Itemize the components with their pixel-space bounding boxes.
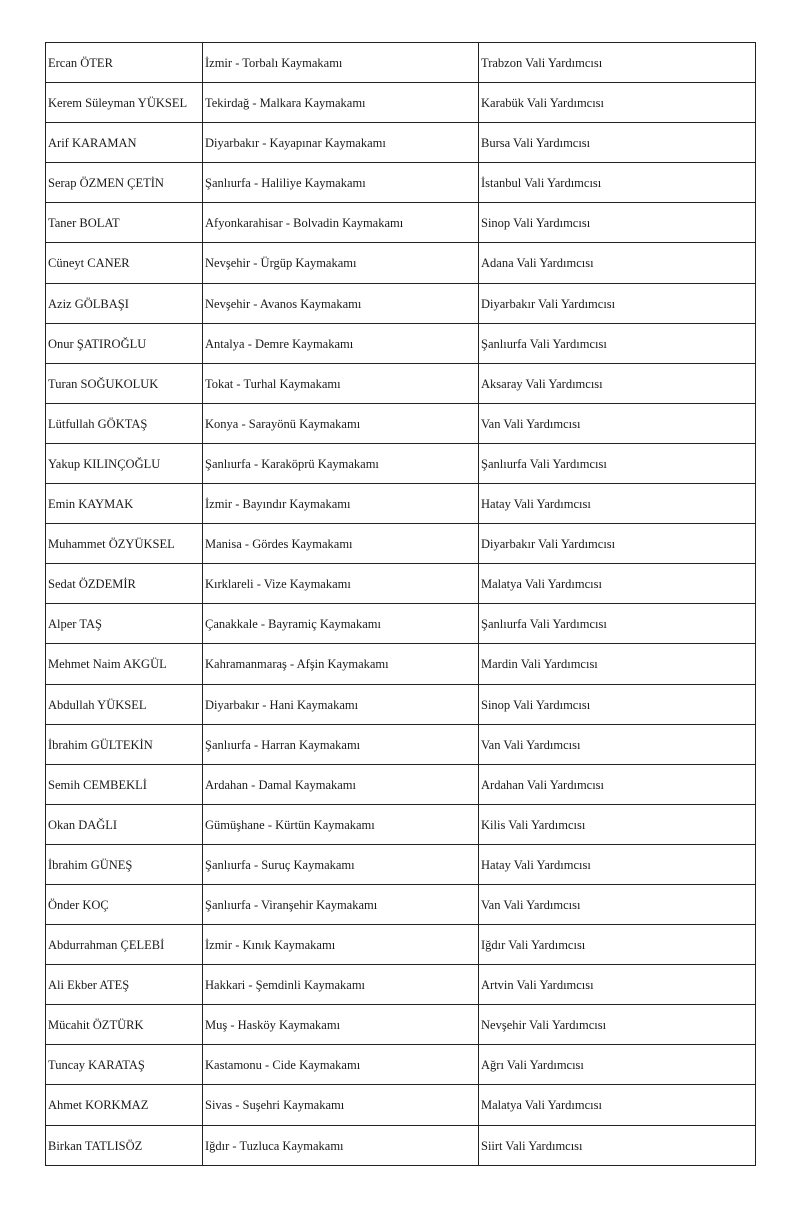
current-post-cell: Antalya - Demre Kaymakamı (203, 324, 479, 363)
name-cell: Yakup KILINÇOĞLU (46, 444, 203, 483)
name-cell: Abdullah YÜKSEL (46, 685, 203, 724)
new-post-cell: Van Vali Yardımcısı (479, 885, 756, 924)
table-row (46, 1045, 756, 1085)
table-row (46, 1126, 756, 1166)
name-cell: Abdurrahman ÇELEBİ (46, 925, 203, 964)
table-row (46, 444, 756, 484)
name-cell: Önder KOÇ (46, 885, 203, 924)
current-post-cell: Şanlıurfa - Viranşehir Kaymakamı (203, 885, 479, 924)
name-cell: Mücahit ÖZTÜRK (46, 1005, 203, 1044)
name-cell: Cüneyt CANER (46, 243, 203, 282)
new-post-cell: Van Vali Yardımcısı (479, 725, 756, 764)
table-row (46, 725, 756, 765)
table-row (46, 243, 756, 283)
new-post-cell: Şanlıurfa Vali Yardımcısı (479, 444, 756, 483)
new-post-cell: Diyarbakır Vali Yardımcısı (479, 524, 756, 563)
name-cell: İbrahim GÜLTEKİN (46, 725, 203, 764)
table-row (46, 885, 756, 925)
new-post-cell: Iğdır Vali Yardımcısı (479, 925, 756, 964)
current-post-cell: İzmir - Bayındır Kaymakamı (203, 484, 479, 523)
current-post-cell: Ardahan - Damal Kaymakamı (203, 765, 479, 804)
table-row (46, 284, 756, 324)
name-cell: Onur ŞATIROĞLU (46, 324, 203, 363)
name-cell: Birkan TATLISÖZ (46, 1126, 203, 1165)
new-post-cell: Diyarbakır Vali Yardımcısı (479, 284, 756, 323)
current-post-cell: Şanlıurfa - Karaköprü Kaymakamı (203, 444, 479, 483)
current-post-cell: Hakkari - Şemdinli Kaymakamı (203, 965, 479, 1004)
current-post-cell: Sivas - Suşehri Kaymakamı (203, 1085, 479, 1124)
current-post-cell: Şanlıurfa - Haliliye Kaymakamı (203, 163, 479, 202)
name-cell: Okan DAĞLI (46, 805, 203, 844)
name-cell: Alper TAŞ (46, 604, 203, 643)
table-row (46, 1005, 756, 1045)
current-post-cell: Nevşehir - Ürgüp Kaymakamı (203, 243, 479, 282)
name-cell: Taner BOLAT (46, 203, 203, 242)
new-post-cell: Bursa Vali Yardımcısı (479, 123, 756, 162)
current-post-cell: Şanlıurfa - Suruç Kaymakamı (203, 845, 479, 884)
name-cell: Ahmet KORKMAZ (46, 1085, 203, 1124)
current-post-cell: Konya - Sarayönü Kaymakamı (203, 404, 479, 443)
table-row (46, 163, 756, 203)
current-post-cell: İzmir - Kınık Kaymakamı (203, 925, 479, 964)
new-post-cell: Trabzon Vali Yardımcısı (479, 43, 756, 82)
table-row (46, 685, 756, 725)
name-cell: İbrahim GÜNEŞ (46, 845, 203, 884)
new-post-cell: Şanlıurfa Vali Yardımcısı (479, 604, 756, 643)
table-row (46, 965, 756, 1005)
new-post-cell: Malatya Vali Yardımcısı (479, 564, 756, 603)
appointments-table (45, 42, 756, 1166)
name-cell: Aziz GÖLBAŞI (46, 284, 203, 323)
current-post-cell: Şanlıurfa - Harran Kaymakamı (203, 725, 479, 764)
new-post-cell: Malatya Vali Yardımcısı (479, 1085, 756, 1124)
table-row (46, 324, 756, 364)
name-cell: Tuncay KARATAŞ (46, 1045, 203, 1084)
table-row (46, 43, 756, 83)
table-row (46, 1085, 756, 1125)
table-row (46, 604, 756, 644)
current-post-cell: Çanakkale - Bayramiç Kaymakamı (203, 604, 479, 643)
new-post-cell: Hatay Vali Yardımcısı (479, 484, 756, 523)
name-cell: Muhammet ÖZYÜKSEL (46, 524, 203, 563)
current-post-cell: Tekirdağ - Malkara Kaymakamı (203, 83, 479, 122)
current-post-cell: Kastamonu - Cide Kaymakamı (203, 1045, 479, 1084)
table-row (46, 925, 756, 965)
current-post-cell: Nevşehir - Avanos Kaymakamı (203, 284, 479, 323)
name-cell: Sedat ÖZDEMİR (46, 564, 203, 603)
current-post-cell: Kahramanmaraş - Afşin Kaymakamı (203, 644, 479, 683)
new-post-cell: Nevşehir Vali Yardımcısı (479, 1005, 756, 1044)
current-post-cell: Muş - Hasköy Kaymakamı (203, 1005, 479, 1044)
table-row (46, 564, 756, 604)
new-post-cell: Ağrı Vali Yardımcısı (479, 1045, 756, 1084)
name-cell: Mehmet Naim AKGÜL (46, 644, 203, 683)
name-cell: Emin KAYMAK (46, 484, 203, 523)
table-row (46, 123, 756, 163)
new-post-cell: Sinop Vali Yardımcısı (479, 203, 756, 242)
table-row (46, 524, 756, 564)
name-cell: Kerem Süleyman YÜKSEL (46, 83, 203, 122)
table-row (46, 364, 756, 404)
new-post-cell: Karabük Vali Yardımcısı (479, 83, 756, 122)
table-row (46, 83, 756, 123)
name-cell: Turan SOĞUKOLUK (46, 364, 203, 403)
new-post-cell: Adana Vali Yardımcısı (479, 243, 756, 282)
name-cell: Serap ÖZMEN ÇETİN (46, 163, 203, 202)
current-post-cell: Gümüşhane - Kürtün Kaymakamı (203, 805, 479, 844)
name-cell: Ali Ekber ATEŞ (46, 965, 203, 1004)
table-row (46, 805, 756, 845)
table-row (46, 845, 756, 885)
new-post-cell: Van Vali Yardımcısı (479, 404, 756, 443)
new-post-cell: Hatay Vali Yardımcısı (479, 845, 756, 884)
new-post-cell: Siirt Vali Yardımcısı (479, 1126, 756, 1165)
current-post-cell: Iğdır - Tuzluca Kaymakamı (203, 1126, 479, 1165)
new-post-cell: Şanlıurfa Vali Yardımcısı (479, 324, 756, 363)
table-row (46, 484, 756, 524)
new-post-cell: Ardahan Vali Yardımcısı (479, 765, 756, 804)
new-post-cell: Aksaray Vali Yardımcısı (479, 364, 756, 403)
table-row (46, 404, 756, 444)
current-post-cell: Afyonkarahisar - Bolvadin Kaymakamı (203, 203, 479, 242)
table-row (46, 644, 756, 684)
new-post-cell: İstanbul Vali Yardımcısı (479, 163, 756, 202)
name-cell: Ercan ÖTER (46, 43, 203, 82)
current-post-cell: Tokat - Turhal Kaymakamı (203, 364, 479, 403)
name-cell: Arif KARAMAN (46, 123, 203, 162)
current-post-cell: Diyarbakır - Kayapınar Kaymakamı (203, 123, 479, 162)
current-post-cell: Diyarbakır - Hani Kaymakamı (203, 685, 479, 724)
new-post-cell: Mardin Vali Yardımcısı (479, 644, 756, 683)
current-post-cell: İzmir - Torbalı Kaymakamı (203, 43, 479, 82)
current-post-cell: Manisa - Gördes Kaymakamı (203, 524, 479, 563)
name-cell: Lütfullah GÖKTAŞ (46, 404, 203, 443)
table-row (46, 203, 756, 243)
current-post-cell: Kırklareli - Vize Kaymakamı (203, 564, 479, 603)
new-post-cell: Sinop Vali Yardımcısı (479, 685, 756, 724)
table-row (46, 765, 756, 805)
name-cell: Semih CEMBEKLİ (46, 765, 203, 804)
new-post-cell: Artvin Vali Yardımcısı (479, 965, 756, 1004)
new-post-cell: Kilis Vali Yardımcısı (479, 805, 756, 844)
